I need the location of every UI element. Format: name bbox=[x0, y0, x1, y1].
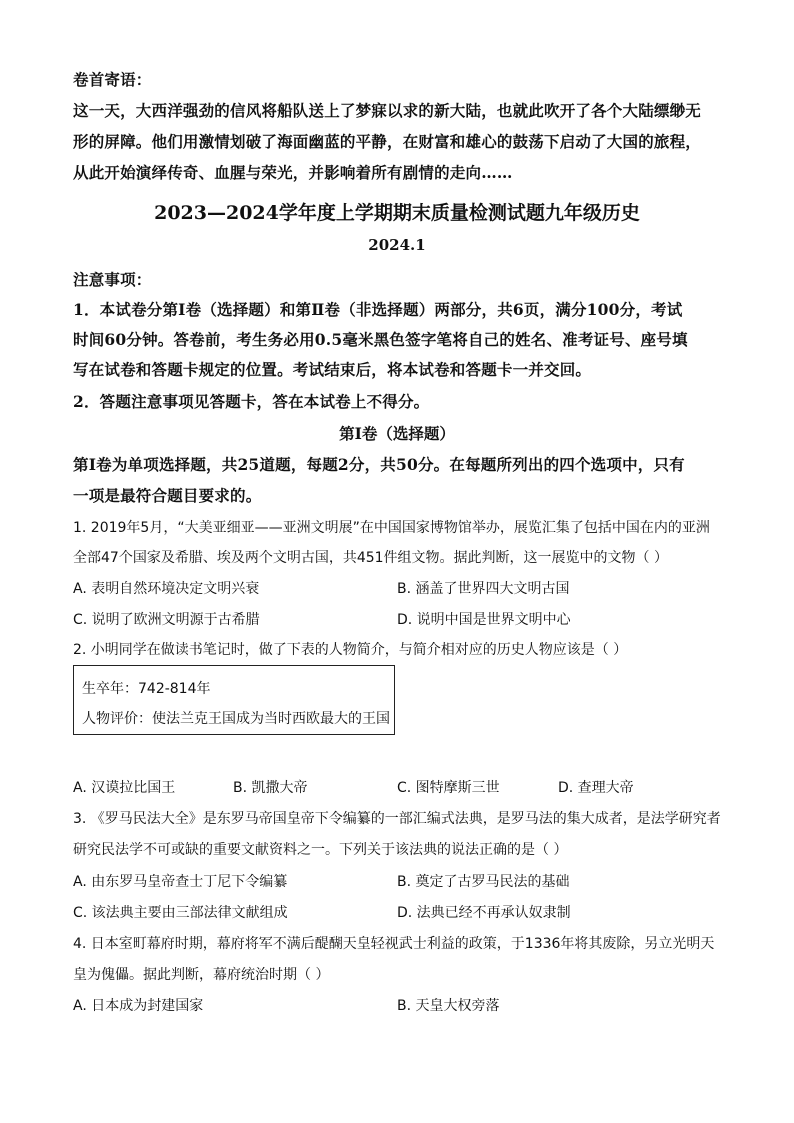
question-3-option-b[interactable]: B. 奠定了古罗马民法的基础 bbox=[397, 874, 570, 890]
question-3-text: 研究民法学不可或缺的重要文献资料之一。下列关于该法典的说法正确的是（ ） bbox=[73, 842, 568, 858]
section-intro: 第Ⅰ卷为单项选择题，共25道题，每题2分，共50分。在每题所列出的四个选项中，只有 bbox=[73, 455, 685, 474]
notice-line: 写在试卷和答题卡规定的位置。考试结束后，将本试卷和答题卡一并交回。 bbox=[73, 360, 592, 379]
notice-line: 1．本试卷分第Ⅰ卷（选择题）和第Ⅱ卷（非选择题）两部分，共6页，满分100分，考试 bbox=[73, 300, 683, 319]
question-2-text: 2. 小明同学在做读书笔记时，做了下表的人物简介，与简介相对应的历史人物应该是（ ） bbox=[73, 642, 628, 658]
question-4-option-a[interactable]: A. 日本成为封建国家 bbox=[73, 998, 204, 1014]
preface-line: 从此开始演绎传奇、血腥与荣光，并影响着所有剧情的走向…… bbox=[73, 163, 513, 182]
question-3-option-a[interactable]: A. 由东罗马皇帝查士丁尼下令编纂 bbox=[73, 874, 288, 890]
preface-line: 形的屏障。他们用激情划破了海面幽蓝的平静，在财富和雄心的鼓荡下启动了大国的旅程， bbox=[73, 132, 702, 151]
question-1-option-a[interactable]: A. 表明自然环境决定文明兴衰 bbox=[73, 581, 260, 597]
question-4-option-b[interactable]: B. 天皇大权旁落 bbox=[397, 998, 500, 1014]
question-2-option-b[interactable]: B. 凯撒大帝 bbox=[233, 780, 308, 796]
exam-title: 2023—2024学年度上学期期末质量检测试题九年级历史 bbox=[154, 202, 640, 224]
question-2-option-d[interactable]: D. 查理大帝 bbox=[558, 780, 634, 796]
question-3-text: 3. 《罗马民法大全》是东罗马帝国皇帝下令编纂的一部汇编式法典，是罗马法的集大成者，是法学研究者 bbox=[73, 811, 721, 827]
question-2-option-a[interactable]: A. 汉谟拉比国王 bbox=[73, 780, 176, 796]
question-1-option-b[interactable]: B. 涵盖了世界四大文明古国 bbox=[397, 581, 570, 597]
question-1-option-d[interactable]: D. 说明中国是世界文明中心 bbox=[397, 612, 571, 628]
profile-evaluation: 人物评价：使法兰克王国成为当时西欧最大的王国 bbox=[82, 711, 390, 727]
notice-heading: 注意事项： bbox=[73, 270, 152, 289]
question-3-option-d[interactable]: D. 法典已经不再承认奴隶制 bbox=[397, 905, 571, 921]
question-4-text: 皇为傀儡。据此判断，幕府统治时期（ ） bbox=[73, 967, 330, 983]
question-1-option-c[interactable]: C. 说明了欧洲文明源于古希腊 bbox=[73, 612, 260, 628]
notice-line: 时间60分钟。答卷前，考生务必用0.5毫米黑色签字笔将自己的姓名、准考证号、座号填 bbox=[73, 330, 688, 349]
question-3-option-c[interactable]: C. 该法典主要由三部法律文献组成 bbox=[73, 905, 288, 921]
exam-date: 2024.1 bbox=[368, 236, 426, 254]
notice-line: 2．答题注意事项见答题卡，答在本试卷上不得分。 bbox=[73, 392, 430, 411]
question-1-text: 全部47个国家及希腊、埃及两个文明古国，共451件组文物。据此判断，这一展览中的文物（ ） bbox=[73, 550, 668, 566]
profile-lifespan: 生卒年：742-814年 bbox=[82, 681, 211, 697]
section-intro: 一项是最符合题目要求的。 bbox=[73, 486, 262, 505]
preface-heading: 卷首寄语： bbox=[73, 70, 152, 89]
question-2-option-c[interactable]: C. 图特摩斯三世 bbox=[397, 780, 500, 796]
question-1-text: 1. 2019年5月，“大美亚细亚——亚洲文明展”在中国国家博物馆举办，展览汇集了包括中国在内的亚洲 bbox=[73, 520, 710, 536]
section-title: 第Ⅰ卷（选择题） bbox=[339, 424, 455, 443]
preface-line: 这一天，大西洋强劲的信风将船队送上了梦寐以求的新大陆，也就此吹开了各个大陆缥缈无 bbox=[73, 101, 702, 120]
character-profile-box bbox=[73, 665, 395, 735]
question-4-text: 4. 日本室町幕府时期，幕府将军不满后醍醐天皇轻视武士利益的政策，于1336年将其废除，另立光明天 bbox=[73, 936, 715, 952]
